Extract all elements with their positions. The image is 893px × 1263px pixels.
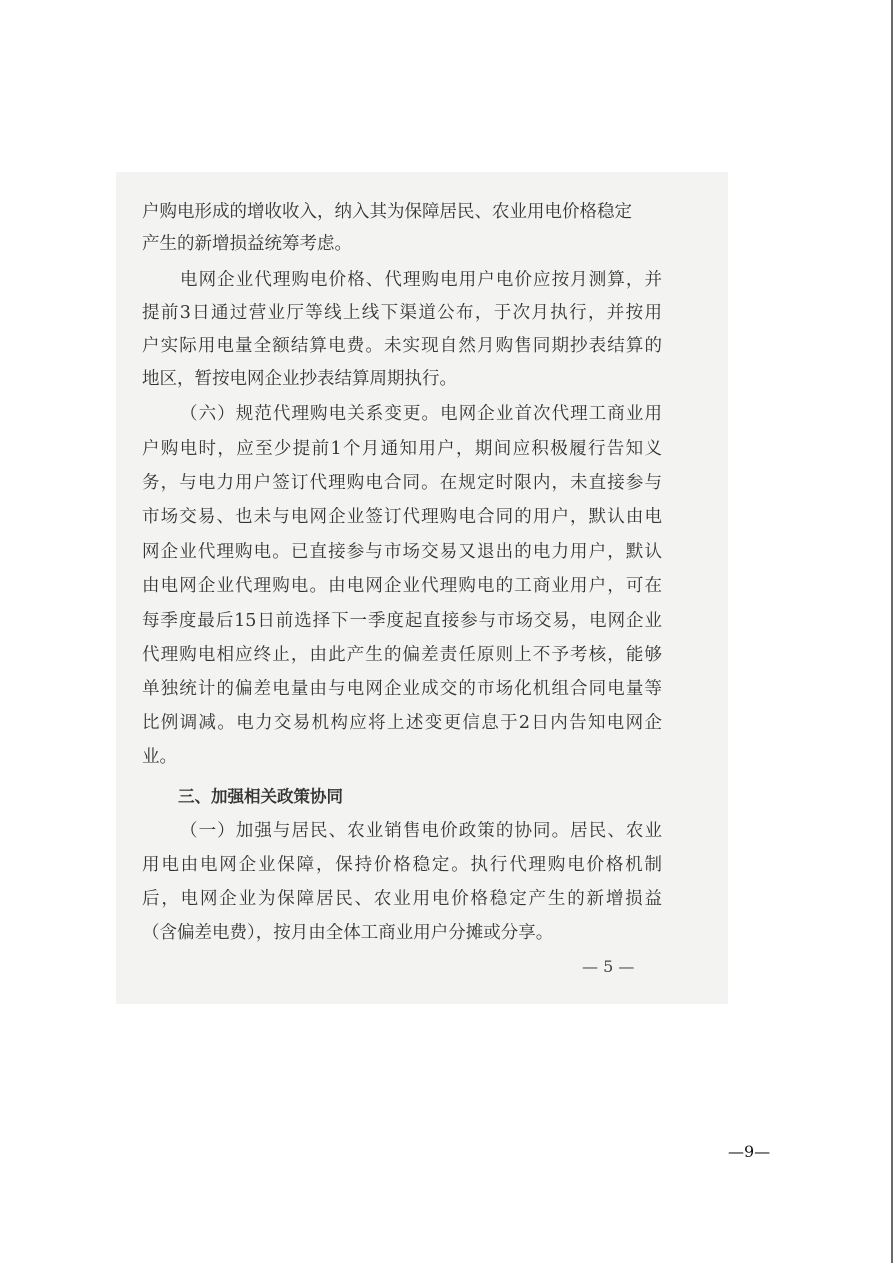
body-line-15: 单独统计的偏差电量由与电网企业成交的市场化机组合同电量等 xyxy=(142,679,662,699)
body-line-1: 户购电形成的增收收入，纳入其为保障居民、农业用电价格稳定 xyxy=(142,202,632,222)
section-line-4: （含偏差电费），按月由全体工商业用户分摊或分享。 xyxy=(142,923,554,943)
body-line-12: 由电网企业代理购电。由电网企业代理购电的工商业用户，可在 xyxy=(142,576,662,596)
body-line-3: 电网企业代理购电价格、代理购电用户电价应按月测算，并 xyxy=(180,270,662,290)
body-line-11: 网企业代理购电。已直接参与市场交易又退出的电力用户，默认 xyxy=(142,542,662,562)
body-line-10: 市场交易、也未与电网企业签订代理购电合同的用户，默认由电 xyxy=(142,507,662,527)
body-line-6: 地区，暂按电网企业抄表结算周期执行。 xyxy=(142,369,457,389)
outer-page-number: —9— xyxy=(728,1142,771,1161)
body-line-7: （六）规范代理购电关系变更。电网企业首次代理工商业用 xyxy=(180,404,662,424)
body-line-8: 户购电时，应至少提前1个月通知用户，期间应积极履行告知义 xyxy=(142,439,662,459)
section-line-3: 后，电网企业为保障居民、农业用电价格稳定产生的新增损益 xyxy=(142,889,662,909)
section-line-2: 用电由电网企业保障，保持价格稳定。执行代理购电价格机制 xyxy=(142,855,662,875)
body-line-13: 每季度最后15日前选择下一季度起直接参与市场交易，电网企业 xyxy=(142,611,662,631)
body-line-5: 户实际用电量全额结算电费。未实现自然月购售同期抄表结算的 xyxy=(142,336,662,356)
body-line-17: 业。 xyxy=(142,747,177,767)
body-line-9: 务，与电力用户签订代理购电合同。在规定时限内，未直接参与 xyxy=(142,473,662,493)
section-heading: 三、加强相关政策协同 xyxy=(178,787,343,806)
inner-page-number: — 5 — xyxy=(582,957,635,976)
body-line-14: 代理购电相应终止，由此产生的偏差责任原则上不予考核，能够 xyxy=(142,645,662,665)
body-line-2: 产生的新增损益统筹考虑。 xyxy=(142,234,352,254)
body-line-4: 提前3日通过营业厅等线上线下渠道公布，于次月执行，并按用 xyxy=(142,303,662,323)
body-line-16: 比例调减。电力交易机构应将上述变更信息于2日内告知电网企 xyxy=(142,713,662,733)
section-line-1: （一）加强与居民、农业销售电价政策的协同。居民、农业 xyxy=(180,821,662,841)
